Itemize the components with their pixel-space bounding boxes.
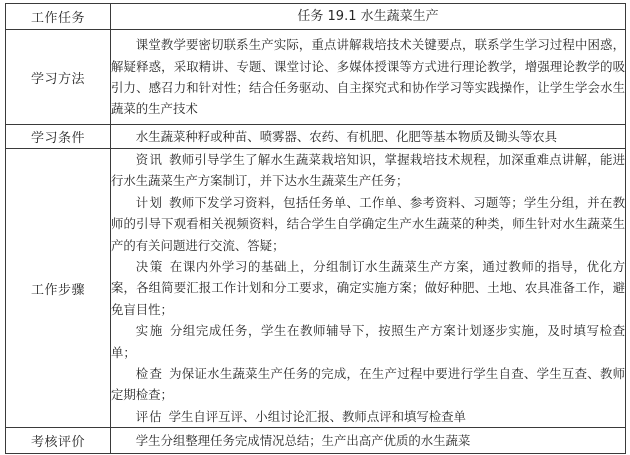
evaluation-cell bbox=[111, 428, 626, 454]
method-text: 课堂教学要密切联系生产实际，重点讲解栽培技术关键要点，联系学生学习过程中困惑，解疑释惑，采取精讲、专题、课堂讨论、多媒体授课等方式进行理论教学，增强理论教学的吸引力、感召力和针对性；结合任务驱动、自主探究式和协作学习等实践操作，让学生学会水生蔬菜的生产技术 bbox=[111, 37, 625, 117]
row-steps bbox=[6, 149, 626, 428]
step-text: 为保证水生蔬菜生产任务的完成，在生产过程中要进行学生自查、学生互查、教师定期检查； bbox=[111, 366, 626, 403]
step-item bbox=[111, 256, 625, 320]
evaluation-text: 学生分组整理任务完成情况总结；生产出高产优质的水生蔬菜 bbox=[135, 433, 471, 449]
step-item bbox=[111, 320, 625, 363]
method-cell bbox=[111, 30, 626, 125]
step-item bbox=[111, 406, 625, 427]
task-title: 任务 19.1 水生蔬菜生产 bbox=[111, 4, 626, 30]
step-name: 评估 bbox=[135, 408, 163, 424]
row-task bbox=[6, 4, 626, 30]
step-item bbox=[111, 192, 625, 256]
step-name: 决策 bbox=[135, 259, 164, 275]
label-steps: 工作步骤 bbox=[6, 149, 111, 428]
step-name: 实施 bbox=[135, 323, 164, 339]
label-method: 学习方法 bbox=[6, 30, 111, 125]
steps-cell bbox=[111, 149, 626, 428]
label-conditions: 学习条件 bbox=[6, 125, 111, 149]
row-conditions bbox=[6, 125, 626, 149]
step-name: 计划 bbox=[135, 194, 164, 210]
label-task: 工作任务 bbox=[6, 4, 111, 30]
task-table bbox=[5, 3, 626, 454]
row-method bbox=[6, 30, 626, 125]
label-evaluation: 考核评价 bbox=[6, 428, 111, 454]
step-name: 资讯 bbox=[135, 152, 164, 167]
row-evaluation bbox=[6, 428, 626, 454]
step-text: 学生自评互评、小组讨论汇报、教师点评和填写检查单 bbox=[168, 408, 466, 424]
step-item bbox=[111, 149, 625, 192]
conditions-text: 水生蔬菜种籽或种苗、喷雾器、农药、有机肥、化肥等基本物质及锄头等农具 bbox=[135, 128, 558, 144]
step-item bbox=[111, 363, 625, 406]
step-text: 教师引导学生了解水生蔬菜栽培知识，掌握栽培技术规程，加深重难点讲解，能进行水生蔬菜生产方案制订，并下达水生蔬菜生产任务； bbox=[111, 152, 626, 189]
step-text: 教师下发学习资料，包括任务单、工作单、参考资料、习题等；学生分组，并在教师的引导下观看相关视频资料，结合学生自学确定生产水生蔬菜的种类，师生针对水生蔬菜生产的有关问题进行交流、答疑； bbox=[111, 194, 626, 253]
step-text: 在课内外学习的基础上，分组制订水生蔬菜生产方案，通过教师的指导，优化方案，各组简要汇报工作计划和分工要求，确定实施方案；做好种肥、土地、农具准备工作，避免盲目性； bbox=[111, 259, 626, 317]
conditions-cell bbox=[111, 125, 626, 149]
step-name: 检查 bbox=[135, 366, 164, 382]
step-text: 分组完成任务，学生在教师辅导下，按照生产方案计划逐步实施，及时填写检查单； bbox=[111, 323, 626, 360]
